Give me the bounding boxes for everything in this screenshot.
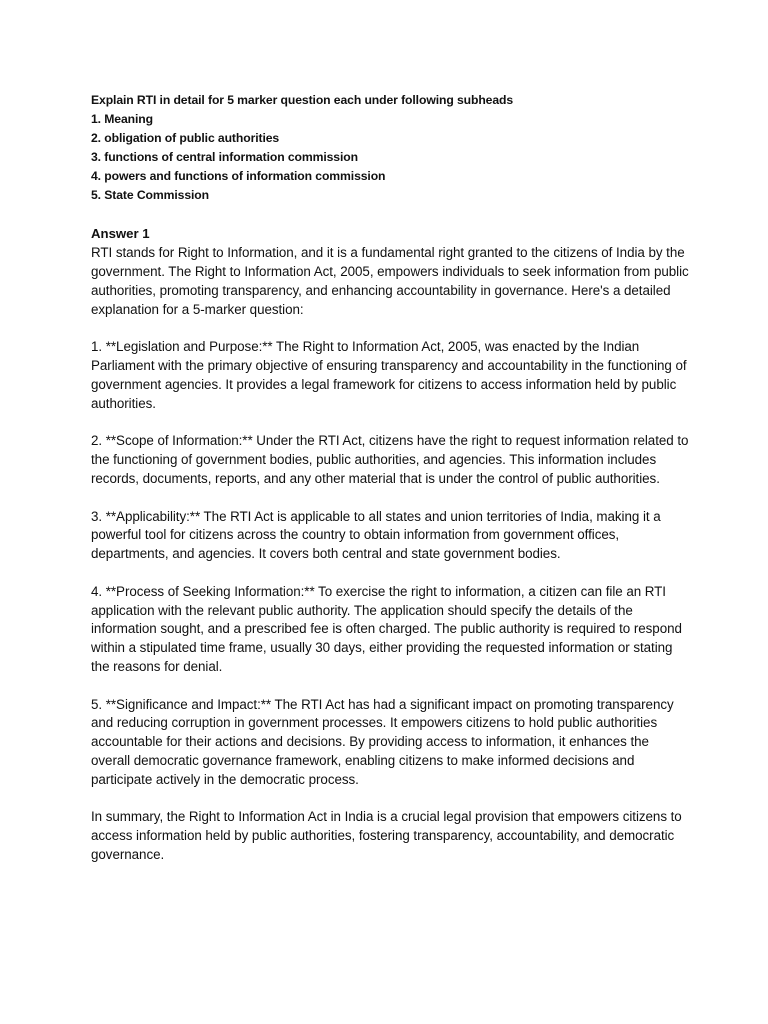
- subhead-powers-functions: 4. powers and functions of information commission: [91, 168, 386, 183]
- answer-paragraph-applicability: 3. **Applicability:** The RTI Act is applicable to all states and union territories of India, making it a powerful tool for citizens across the country to obtain information from government offices, departments, and agencies. It covers both central and state government bodies.: [91, 508, 661, 562]
- subhead-meaning: 1. Meaning: [91, 111, 153, 126]
- answer-paragraph-scope: 2. **Scope of Information:** Under the RTI Act, citizens have the right to request information related to the functioning of government bodies, public authorities, and agencies. This information includes records, documents, reports, and any other material that is under the control of public authorities.: [91, 433, 689, 486]
- answer-paragraph-significance: 5. **Significance and Impact:** The RTI Act has had a significant impact on promoting transparency and reducing corruption in government processes. It empowers citizens to hold public authorities accountable for their actions and decisions. By providing access to information, it enhances the overall democratic governance framework, enabling citizens to make informed decisions and participate actively in the democratic process.: [91, 696, 674, 787]
- subhead-obligation: 2. obligation of public authorities: [91, 130, 280, 145]
- answer-paragraph-legislation: 1. **Legislation and Purpose:** The Right to Information Act, 2005, was enacted by the Indian Parliament with the primary objective of ensuring transparency and accountability in the functioning of government agencies. It provides a legal framework for citizens to access information held by public authorities.: [91, 339, 687, 411]
- answer-paragraph-summary: In summary, the Right to Information Act in India is a crucial legal provision that empowers citizens to access information held by public authorities, fostering transparency, accountability, and democratic governance.: [91, 809, 682, 862]
- answer-heading: Answer 1: [91, 226, 150, 242]
- answer-intro-paragraph: RTI stands for Right to Information, and it is a fundamental right granted to the citizens of India by the government. The Right to Information Act, 2005, empowers individuals to seek information from public authorities, promoting transparency, and enhancing accountability in governance. Here's a detailed explanation for a 5-marker question:: [91, 245, 689, 317]
- answer-body: [91, 244, 691, 864]
- question-title: Explain RTI in detail for 5 marker question each under following subheads: [91, 93, 514, 107]
- subhead-state-commission: 5. State Commission: [91, 187, 209, 202]
- document-body: [91, 91, 691, 865]
- subhead-central-commission: 3. functions of central information commission: [91, 149, 358, 164]
- answer-paragraph-process: 4. **Process of Seeking Information:** To exercise the right to information, a citizen can file an RTI application with the relevant public authority. The application should specify the details of the information sought, and a prescribed fee is often charged. The public authority is required to respond within a stipulated time frame, usually 30 days, either providing the requested information or stating the reasons for denial.: [91, 583, 682, 674]
- question-block: [91, 91, 691, 204]
